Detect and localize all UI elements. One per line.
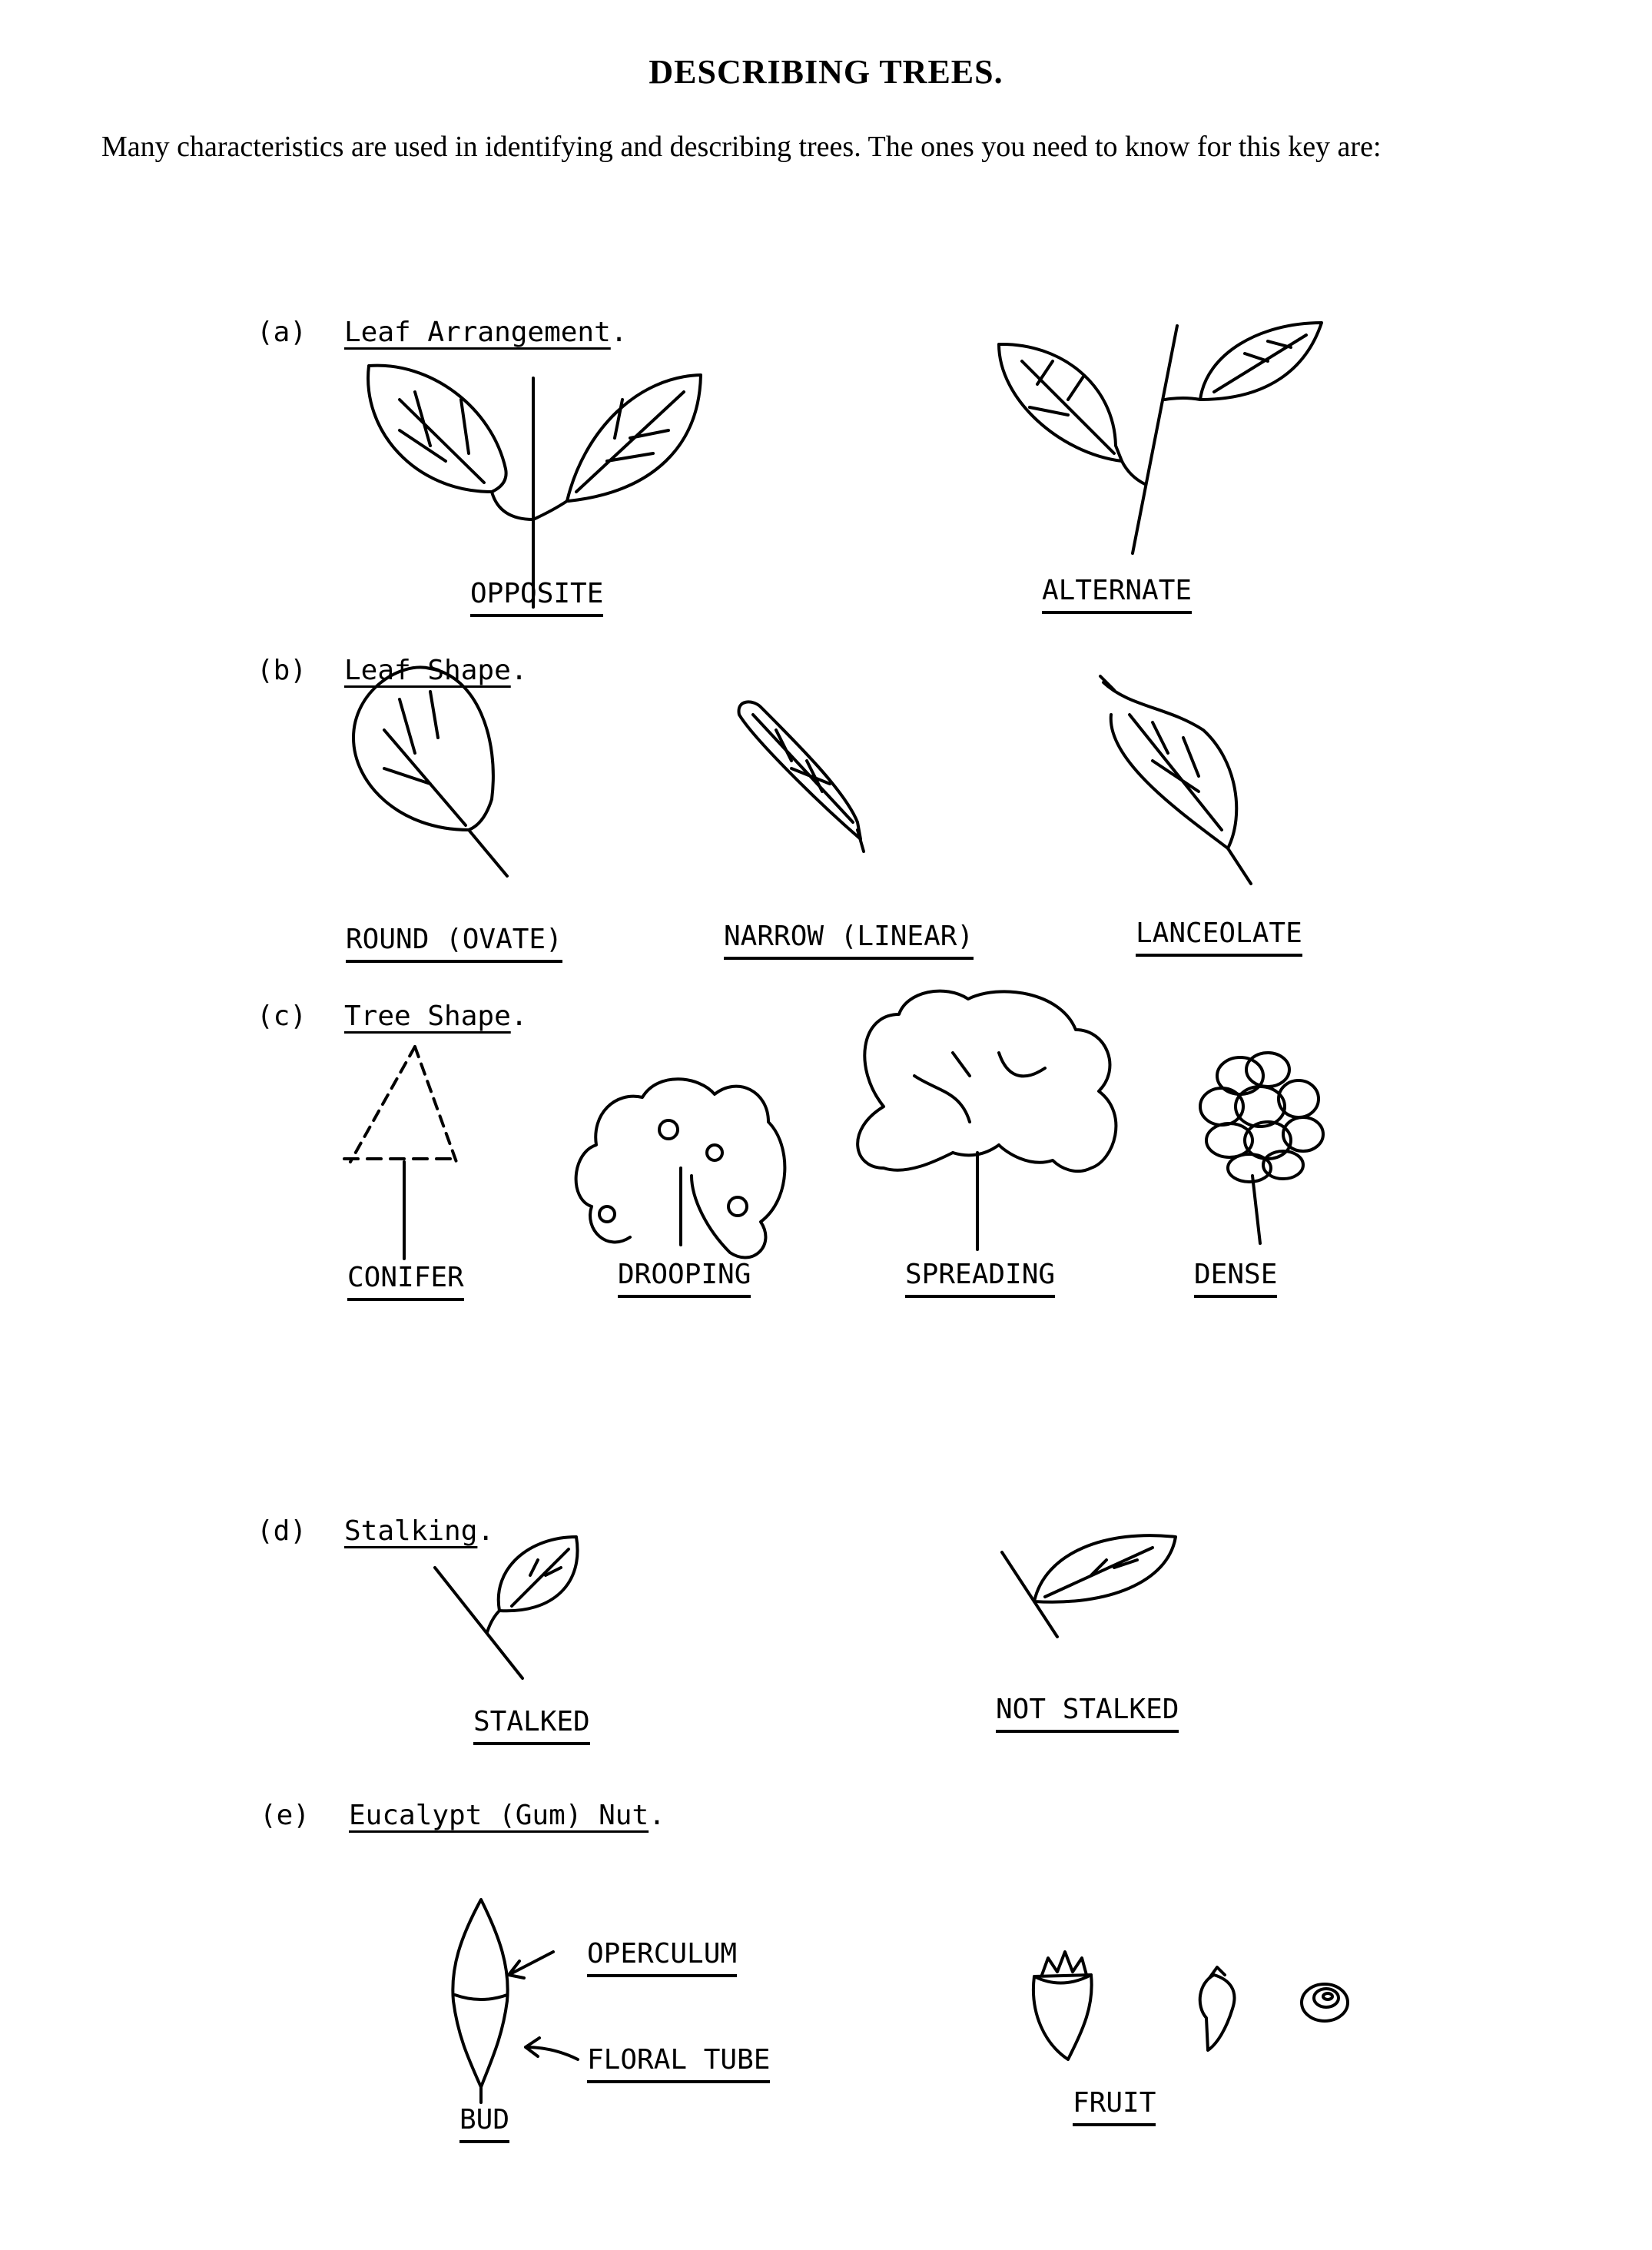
section-d-heading: Stalking. — [344, 1515, 495, 1547]
label-bud: BUD — [459, 2104, 509, 2143]
label-opposite: OPPOSITE — [470, 578, 603, 617]
stalked-leaf-drawing — [435, 1537, 578, 1678]
dense-tree-drawing — [1200, 1053, 1323, 1243]
section-c-marker: (c) — [257, 1001, 307, 1032]
round-leaf-drawing — [353, 667, 507, 876]
label-spreading: SPREADING — [905, 1259, 1055, 1298]
drooping-tree-drawing — [576, 1079, 785, 1257]
bud-drawing — [453, 1900, 578, 2102]
spreading-tree-drawing — [858, 991, 1116, 1249]
label-not-stalked: NOT STALKED — [996, 1694, 1179, 1733]
label-alternate: ALTERNATE — [1042, 575, 1192, 614]
section-a-heading: Leaf Arrangement. — [344, 317, 628, 348]
fruit-drawing — [1033, 1952, 1348, 2059]
lanceolate-leaf-drawing — [1100, 676, 1251, 884]
section-a-marker: (a) — [257, 317, 307, 348]
page-title: DESCRIBING TREES. — [649, 53, 1003, 91]
section-d-marker: (d) — [257, 1515, 307, 1547]
conifer-tree-drawing — [344, 1047, 456, 1259]
label-stalked: STALKED — [473, 1706, 590, 1745]
label-fruit: FRUIT — [1073, 2087, 1156, 2126]
alternate-leaves-drawing — [999, 323, 1322, 553]
label-narrow-linear: NARROW (LINEAR) — [724, 921, 974, 960]
label-floral-tube: FLORAL TUBE — [587, 2044, 770, 2083]
section-b-heading: Leaf Shape. — [344, 655, 528, 686]
section-b-marker: (b) — [257, 655, 307, 686]
label-dense: DENSE — [1194, 1259, 1277, 1298]
section-e-marker: (e) — [260, 1800, 310, 1831]
not-stalked-leaf-drawing — [1002, 1535, 1176, 1637]
label-conifer: CONIFER — [347, 1262, 464, 1301]
label-round-ovate: ROUND (OVATE) — [346, 924, 562, 963]
opposite-leaves-drawing — [368, 366, 701, 607]
section-c-heading: Tree Shape. — [344, 1001, 528, 1032]
label-drooping: DROOPING — [618, 1259, 751, 1298]
intro-paragraph: Many characteristics are used in identifying and describing trees. The ones you need to know for this key are: — [101, 131, 1382, 163]
narrow-leaf-drawing — [739, 702, 864, 851]
label-operculum: OPERCULUM — [587, 1938, 737, 1977]
section-e-heading: Eucalypt (Gum) Nut. — [349, 1800, 665, 1831]
label-lanceolate: LANCEOLATE — [1136, 918, 1302, 957]
